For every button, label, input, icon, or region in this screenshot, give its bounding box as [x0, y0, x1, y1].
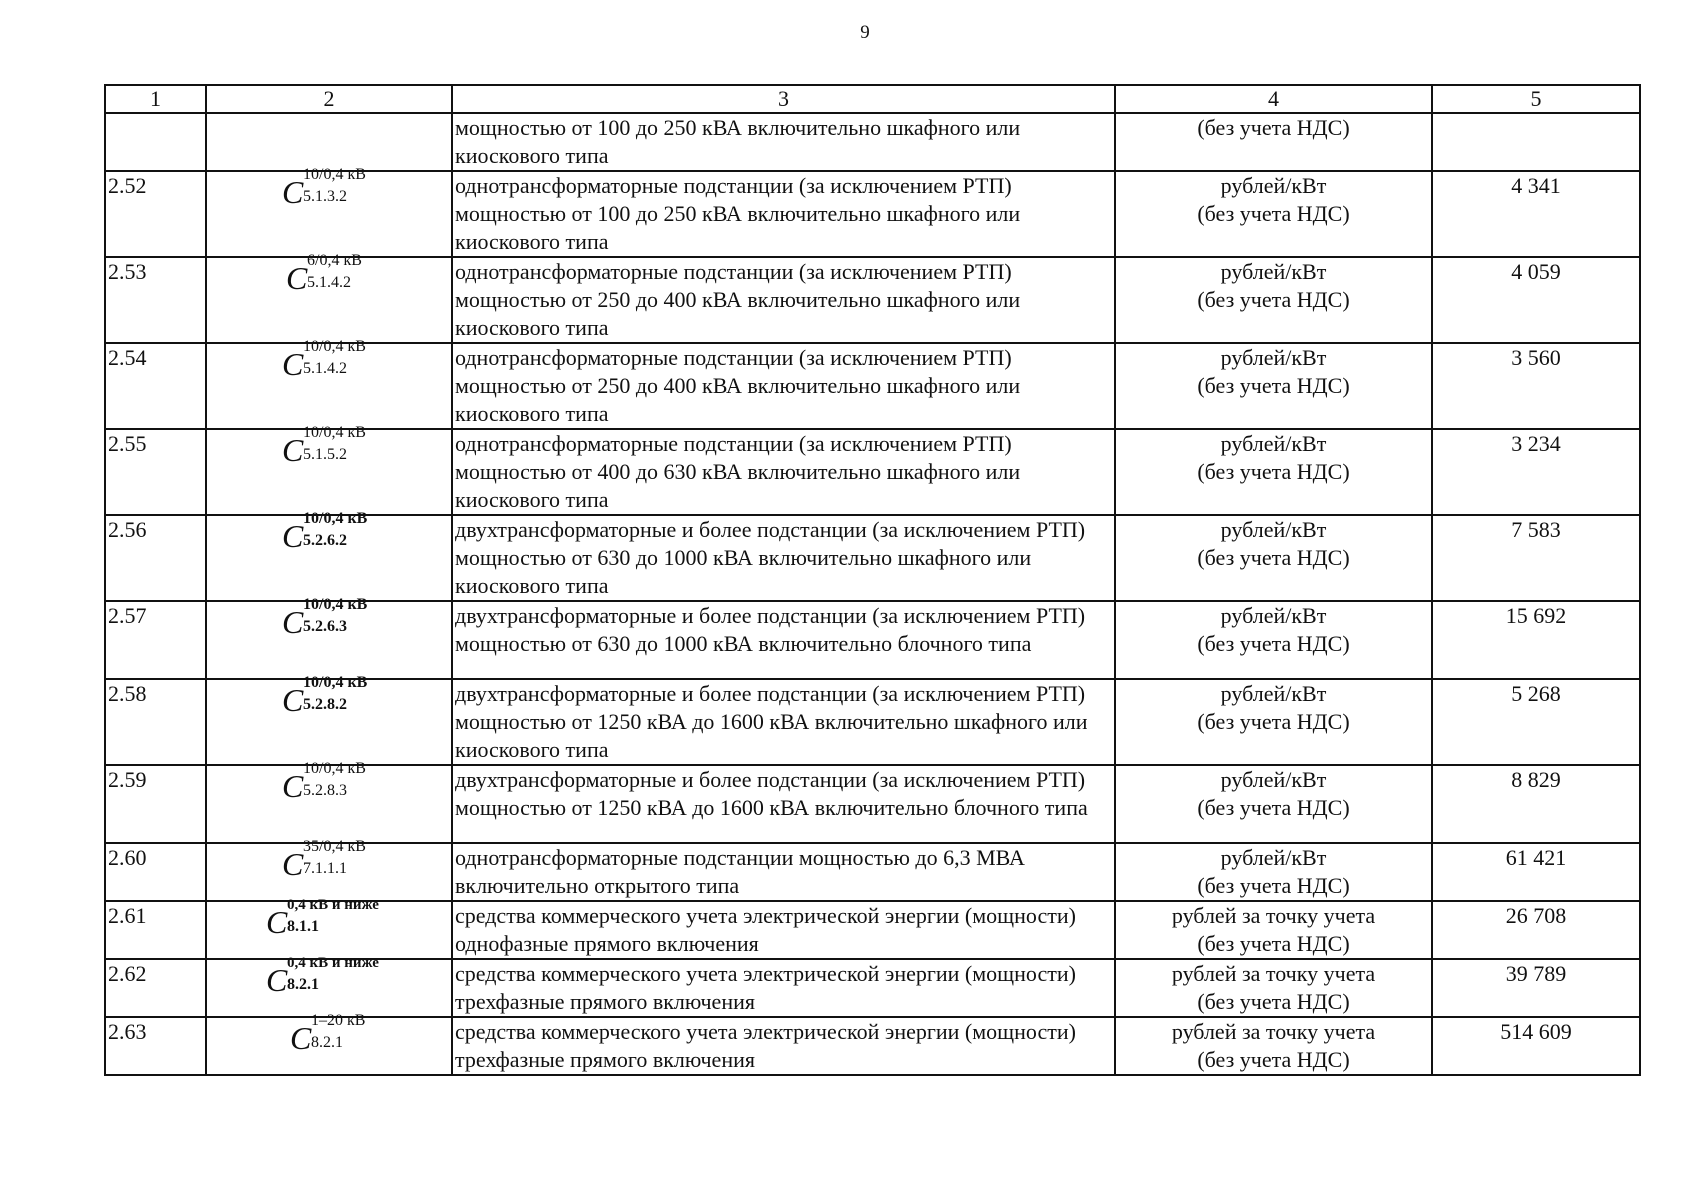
rate-symbol-voltage: 10/0,4 кВ	[303, 674, 368, 691]
rate-symbol-voltage: 10/0,4 кВ	[303, 338, 366, 355]
table-body	[105, 113, 1640, 1075]
unit-line: (без учета НДС)	[1197, 201, 1350, 226]
rate-symbol-index: 5.2.6.2	[303, 532, 347, 549]
unit-line: (без учета НДС)	[1197, 931, 1350, 956]
table-row	[105, 257, 1640, 343]
rate-symbol-voltage: 6/0,4 кВ	[307, 252, 362, 269]
rate-symbol-index: 5.1.4.2	[307, 274, 351, 291]
rate-symbol-cell	[206, 674, 452, 765]
unit-line: рублей/кВт	[1220, 767, 1327, 792]
table-row	[105, 113, 1640, 171]
unit-line: рублей/кВт	[1220, 603, 1327, 628]
rate-symbol-cell	[206, 897, 452, 959]
row-number: 2.59	[105, 765, 206, 843]
unit-line: (без учета НДС)	[1197, 1047, 1350, 1072]
table-row	[105, 843, 1640, 901]
rate-symbol-letter: C	[286, 260, 308, 296]
rate-symbol-letter: C	[266, 904, 288, 940]
row-number: 2.54	[105, 343, 206, 429]
unit-line: рублей/кВт	[1220, 517, 1327, 542]
unit-line: рублей/кВт	[1220, 431, 1327, 456]
rate-symbol-letter: C	[282, 432, 304, 468]
description-cell: однотрансформаторные подстанции (за исключением РТП) мощностью от 100 до 250 кВА включительно шкафного или киоскового типа	[452, 171, 1115, 257]
table-row	[105, 765, 1640, 843]
rate-symbol	[266, 897, 392, 942]
rate-symbol-voltage: 0,4 кВ и ниже	[287, 897, 379, 913]
rate-symbol-voltage: 35/0,4 кВ	[303, 838, 366, 855]
rate-symbol-voltage: 10/0,4 кВ	[303, 760, 366, 777]
rate-symbol	[282, 338, 376, 384]
row-number	[105, 113, 206, 171]
rate-value: 7 583	[1432, 515, 1640, 601]
description-cell: мощностью от 100 до 250 кВА включительно шкафного или киоскового типа	[452, 113, 1115, 171]
rate-symbol-voltage: 10/0,4 кВ	[303, 166, 366, 183]
rate-symbol-cell	[206, 510, 452, 601]
rate-value: 61 421	[1432, 843, 1640, 901]
rate-symbol-voltage: 10/0,4 кВ	[303, 424, 366, 441]
rate-symbol-letter: C	[282, 768, 304, 804]
unit-cell	[1115, 901, 1432, 959]
rate-symbol-index: 5.2.6.3	[303, 618, 347, 635]
unit-line: рублей за точку учета	[1171, 961, 1376, 986]
rate-symbol-letter: C	[282, 604, 304, 640]
unit-cell	[1115, 679, 1432, 765]
description-cell: однотрансформаторные подстанции (за исключением РТП) мощностью от 400 до 630 кВА включительно шкафного или киоскового типа	[452, 429, 1115, 515]
rate-symbol-voltage: 1–20 кВ	[311, 1012, 366, 1029]
rate-symbol	[290, 1012, 368, 1058]
header-cell: 5	[1432, 85, 1640, 113]
description-cell: однотрансформаторные подстанции мощностью до 6,3 МВА включительно открытого типа	[452, 843, 1115, 901]
rate-symbol	[282, 596, 376, 642]
unit-line: рублей/кВт	[1220, 345, 1327, 370]
row-number: 2.60	[105, 843, 206, 901]
rate-symbol-cell	[206, 113, 452, 171]
header-row	[105, 85, 1640, 113]
row-number: 2.62	[105, 959, 206, 1017]
table-row	[105, 429, 1640, 515]
rate-symbol	[282, 510, 376, 556]
table-row	[105, 679, 1640, 765]
rate-symbol-cell	[206, 1012, 452, 1075]
rate-symbol-letter: C	[266, 962, 288, 998]
description-cell: двухтрансформаторные и более подстанции (за исключением РТП) мощностью от 630 до 1000 кВА включительно шкафного или киоскового типа	[452, 515, 1115, 601]
rate-symbol-letter: C	[282, 346, 304, 382]
unit-line: (без учета НДС)	[1197, 287, 1350, 312]
unit-cell	[1115, 515, 1432, 601]
row-number: 2.57	[105, 601, 206, 679]
rate-symbol-index: 7.1.1.1	[303, 860, 347, 877]
rate-symbol-index: 8.2.1	[311, 1034, 343, 1051]
rate-symbol-index: 8.2.1	[287, 976, 319, 993]
table-row	[105, 601, 1640, 679]
rate-symbol-cell	[206, 166, 452, 257]
unit-line: (без учета НДС)	[1197, 459, 1350, 484]
rate-symbol	[282, 674, 376, 720]
unit-cell	[1115, 257, 1432, 343]
unit-cell	[1115, 601, 1432, 679]
rate-symbol-index: 5.2.8.2	[303, 696, 347, 713]
unit-line: (без учета НДС)	[1197, 545, 1350, 570]
page-number: 9	[860, 22, 870, 43]
unit-cell	[1115, 343, 1432, 429]
rate-symbol-voltage: 10/0,4 кВ	[303, 596, 368, 613]
table-row	[105, 1017, 1640, 1075]
row-number: 2.61	[105, 901, 206, 959]
unit-line: рублей/кВт	[1220, 845, 1327, 870]
row-number: 2.56	[105, 515, 206, 601]
description-cell: двухтрансформаторные и более подстанции (за исключением РТП) мощностью от 630 до 1000 кВА включительно блочного типа	[452, 601, 1115, 679]
rate-value	[1432, 113, 1640, 171]
unit-cell	[1115, 1017, 1432, 1075]
description-cell: двухтрансформаторные и более подстанции (за исключением РТП) мощностью от 1250 кВА до 1600 кВА включительно блочного типа	[452, 765, 1115, 843]
rate-symbol-voltage: 10/0,4 кВ	[303, 510, 368, 527]
rate-symbol	[282, 838, 376, 884]
row-number: 2.58	[105, 679, 206, 765]
rate-symbol-letter: C	[290, 1020, 312, 1056]
rate-value: 3 234	[1432, 429, 1640, 515]
rate-symbol-cell	[206, 596, 452, 679]
unit-line: (без учета НДС)	[1197, 373, 1350, 398]
unit-cell	[1115, 765, 1432, 843]
rate-symbol-voltage: 0,4 кВ и ниже	[287, 955, 379, 971]
unit-line: рублей/кВт	[1220, 173, 1327, 198]
rate-symbol-cell	[206, 424, 452, 515]
unit-line: (без учета НДС)	[1197, 795, 1350, 820]
rate-symbol-letter: C	[282, 174, 304, 210]
row-number: 2.53	[105, 257, 206, 343]
rate-symbol-letter: C	[282, 682, 304, 718]
rate-value: 5 268	[1432, 679, 1640, 765]
table-row	[105, 515, 1640, 601]
rate-value: 8 829	[1432, 765, 1640, 843]
table-row	[105, 343, 1640, 429]
rate-value: 514 609	[1432, 1017, 1640, 1075]
unit-line: рублей/кВт	[1220, 681, 1327, 706]
rate-symbol	[266, 955, 392, 1000]
rate-value: 3 560	[1432, 343, 1640, 429]
table-row	[105, 171, 1640, 257]
rate-symbol	[282, 424, 376, 470]
description-cell: однотрансформаторные подстанции (за исключением РТП) мощностью от 250 до 400 кВА включительно шкафного или киоскового типа	[452, 343, 1115, 429]
rate-symbol-cell	[206, 955, 452, 1017]
unit-cell	[1115, 843, 1432, 901]
description-cell: средства коммерческого учета электрической энергии (мощности) трехфазные прямого включения	[452, 1017, 1115, 1075]
header-cell: 3	[452, 85, 1115, 113]
header-cell: 2	[206, 85, 452, 113]
unit-line: (без учета НДС)	[1197, 115, 1350, 140]
unit-line: рублей за точку учета	[1171, 1019, 1376, 1044]
rate-value: 4 059	[1432, 257, 1640, 343]
rate-value: 39 789	[1432, 959, 1640, 1017]
unit-cell	[1115, 959, 1432, 1017]
rate-value: 26 708	[1432, 901, 1640, 959]
rate-symbol-letter: C	[282, 846, 304, 882]
tariff-table	[104, 84, 1641, 1076]
unit-line: (без учета НДС)	[1197, 873, 1350, 898]
rate-symbol-index: 5.1.5.2	[303, 446, 347, 463]
description-cell: средства коммерческого учета электрической энергии (мощности) трехфазные прямого включения	[452, 959, 1115, 1017]
rate-symbol-cell	[206, 252, 452, 343]
unit-cell	[1115, 429, 1432, 515]
rate-symbol-index: 5.1.3.2	[303, 188, 347, 205]
rate-symbol	[282, 166, 376, 212]
unit-line: (без учета НДС)	[1197, 631, 1350, 656]
rate-symbol-index: 5.2.8.3	[303, 782, 347, 799]
rate-symbol-cell	[206, 760, 452, 843]
description-cell: однотрансформаторные подстанции (за исключением РТП) мощностью от 250 до 400 кВА включительно шкафного или киоскового типа	[452, 257, 1115, 343]
rate-symbol-cell	[206, 338, 452, 429]
unit-line: рублей/кВт	[1220, 259, 1327, 284]
description-cell: двухтрансформаторные и более подстанции (за исключением РТП) мощностью от 1250 кВА до 1600 кВА включительно шкафного или киоскового типа	[452, 679, 1115, 765]
rate-symbol	[282, 760, 376, 806]
unit-cell	[1115, 171, 1432, 257]
row-number: 2.63	[105, 1017, 206, 1075]
rate-symbol-letter: C	[282, 518, 304, 554]
rate-symbol-cell	[206, 838, 452, 901]
unit-line: (без учета НДС)	[1197, 989, 1350, 1014]
rate-value: 15 692	[1432, 601, 1640, 679]
header-cell: 4	[1115, 85, 1432, 113]
rate-value: 4 341	[1432, 171, 1640, 257]
table-row	[105, 901, 1640, 959]
unit-cell	[1115, 113, 1432, 171]
header-cell: 1	[105, 85, 206, 113]
unit-line: рублей за точку учета	[1171, 903, 1376, 928]
description-cell: средства коммерческого учета электрической энергии (мощности) однофазные прямого включения	[452, 901, 1115, 959]
unit-line: (без учета НДС)	[1197, 709, 1350, 734]
rate-symbol-index: 5.1.4.2	[303, 360, 347, 377]
row-number: 2.55	[105, 429, 206, 515]
rate-symbol	[286, 252, 372, 298]
row-number: 2.52	[105, 171, 206, 257]
rate-symbol-index: 8.1.1	[287, 918, 319, 935]
table-row	[105, 959, 1640, 1017]
